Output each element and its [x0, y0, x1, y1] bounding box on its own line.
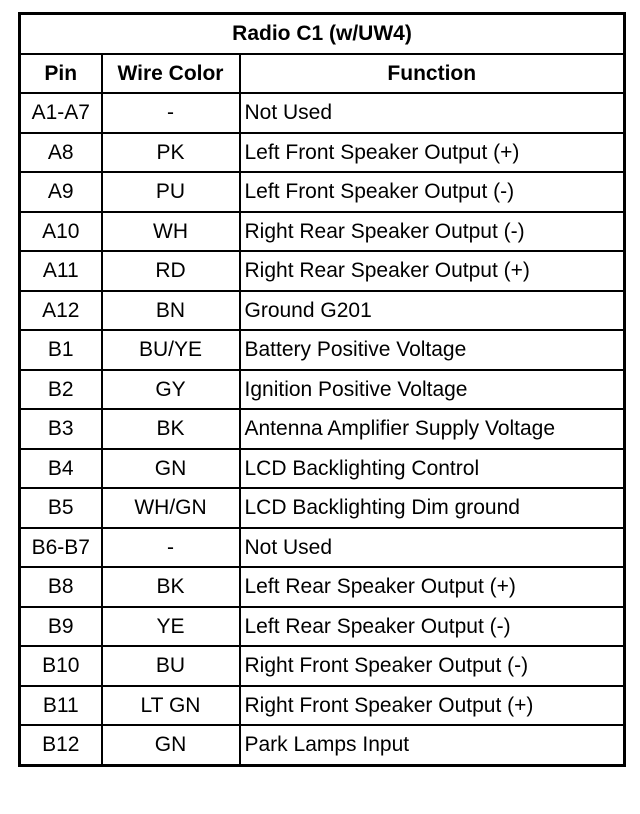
- wire-color-cell: BU: [102, 646, 240, 686]
- function-cell: Not Used: [240, 93, 625, 133]
- pin-cell: A1-A7: [20, 93, 102, 133]
- wire-color-cell: WH: [102, 212, 240, 252]
- function-cell: Ignition Positive Voltage: [240, 370, 625, 410]
- pin-cell: A11: [20, 251, 102, 291]
- wire-color-cell: PK: [102, 133, 240, 173]
- function-cell: Battery Positive Voltage: [240, 330, 625, 370]
- wire-color-cell: BU/YE: [102, 330, 240, 370]
- wire-color-cell: PU: [102, 172, 240, 212]
- wire-color-cell: GN: [102, 449, 240, 489]
- wire-color-cell: LT GN: [102, 686, 240, 726]
- function-cell: Right Front Speaker Output (+): [240, 686, 625, 726]
- pin-cell: A8: [20, 133, 102, 173]
- pin-cell: B2: [20, 370, 102, 410]
- function-cell: Left Rear Speaker Output (-): [240, 607, 625, 647]
- header-wire-color: Wire Color: [102, 54, 240, 94]
- pin-cell: B3: [20, 409, 102, 449]
- table-row: [20, 212, 625, 252]
- table-row: [20, 172, 625, 212]
- wire-color-cell: RD: [102, 251, 240, 291]
- function-cell: Ground G201: [240, 291, 625, 331]
- pin-cell: A12: [20, 291, 102, 331]
- pin-cell: B11: [20, 686, 102, 726]
- table-row: [20, 251, 625, 291]
- wire-color-cell: BK: [102, 567, 240, 607]
- wire-color-cell: GN: [102, 725, 240, 765]
- pin-cell: A9: [20, 172, 102, 212]
- table-row: [20, 567, 625, 607]
- table-row: [20, 133, 625, 173]
- function-cell: Not Used: [240, 528, 625, 568]
- function-cell: Right Front Speaker Output (-): [240, 646, 625, 686]
- function-cell: LCD Backlighting Control: [240, 449, 625, 489]
- function-cell: Right Rear Speaker Output (-): [240, 212, 625, 252]
- table-row: [20, 686, 625, 726]
- table-row: [20, 646, 625, 686]
- function-cell: Left Front Speaker Output (-): [240, 172, 625, 212]
- wire-color-cell: YE: [102, 607, 240, 647]
- wire-color-cell: WH/GN: [102, 488, 240, 528]
- table-row: [20, 330, 625, 370]
- pin-cell: B12: [20, 725, 102, 765]
- pin-cell: A10: [20, 212, 102, 252]
- header-row: [20, 54, 625, 94]
- pin-cell: B10: [20, 646, 102, 686]
- table-row: [20, 93, 625, 133]
- table-row: [20, 291, 625, 331]
- wire-color-cell: GY: [102, 370, 240, 410]
- function-cell: LCD Backlighting Dim ground: [240, 488, 625, 528]
- table-row: [20, 725, 625, 765]
- pin-cell: B9: [20, 607, 102, 647]
- wire-color-cell: BK: [102, 409, 240, 449]
- table-row: [20, 488, 625, 528]
- function-cell: Left Rear Speaker Output (+): [240, 567, 625, 607]
- pin-cell: B6-B7: [20, 528, 102, 568]
- function-cell: Right Rear Speaker Output (+): [240, 251, 625, 291]
- table-row: [20, 409, 625, 449]
- pin-cell: B5: [20, 488, 102, 528]
- header-function: Function: [240, 54, 625, 94]
- table-row: [20, 607, 625, 647]
- table-row: [20, 370, 625, 410]
- table-row: [20, 528, 625, 568]
- wire-color-cell: BN: [102, 291, 240, 331]
- pin-cell: B1: [20, 330, 102, 370]
- header-pin: Pin: [20, 54, 102, 94]
- wire-color-cell: -: [102, 93, 240, 133]
- pin-cell: B4: [20, 449, 102, 489]
- title-row: [20, 14, 625, 54]
- table-row: [20, 449, 625, 489]
- wire-color-cell: -: [102, 528, 240, 568]
- function-cell: Antenna Amplifier Supply Voltage: [240, 409, 625, 449]
- pinout-table: [18, 12, 626, 767]
- function-cell: Left Front Speaker Output (+): [240, 133, 625, 173]
- pin-cell: B8: [20, 567, 102, 607]
- function-cell: Park Lamps Input: [240, 725, 625, 765]
- table-title: Radio C1 (w/UW4): [20, 14, 625, 54]
